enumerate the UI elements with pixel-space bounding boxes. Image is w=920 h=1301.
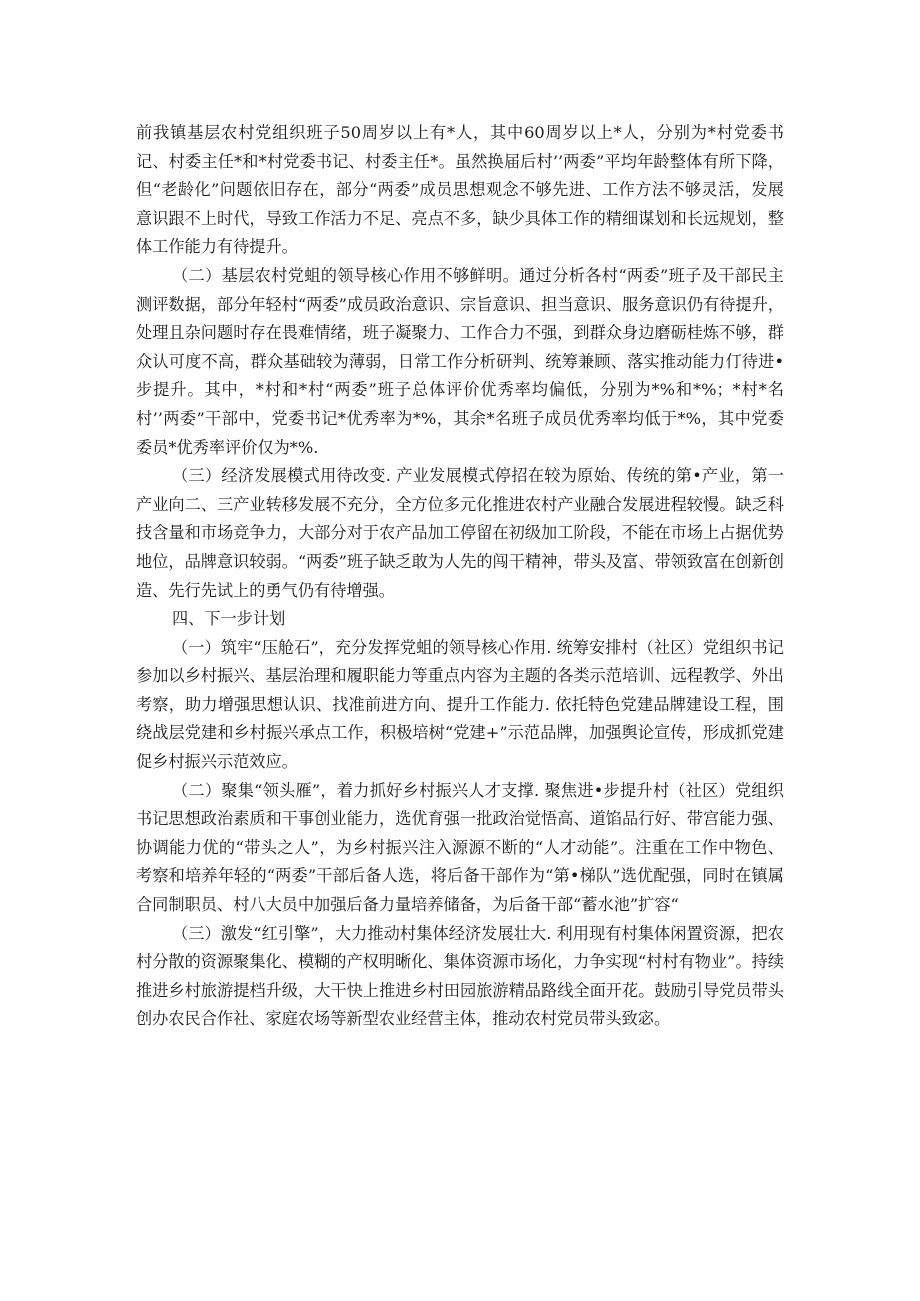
paragraph-problem-3: （三）经济发展模式用待改变. 产业发展模式停招在较为原始、传统的第•产业，第一产业向二、三产业转移发展不充分，全方位多元化推进农村产业融合发展进程较慢。缺乏科技含量和市场竞争力，大部分对于农产品加工停留在初级加工阶段，不能在市场上占据优势地位，品牌意识较弱。“两委”班子缺乏敢为人先的闯干精神，带头及富、带领致富在创新创造、先行先试上的勇气仍有待增强。 bbox=[136, 466, 784, 600]
paragraph-plan-3: （三）激发“红引擎”，大力推动村集体经济发展壮大. 利用现有村集体闲置资源，把农村分散的资源聚集化、模糊的产权明晰化、集体资源市场化，力争实现“村村有物业”。持续推进乡村旅游提档升级，大干快上推进乡村田园旅游精品路线全面开花。鼓励引导党员带头创办农民合作社、家庭农场等新型农业经营主体，推动农村党员带头致宓。 bbox=[136, 923, 784, 1029]
document-body bbox=[136, 119, 784, 1034]
paragraph-problem-2: （二）基层农村党蛆的领导核心作用不够鲜明。通过分析各村“两委”班子及干部民主测评数据，部分年轻村“两委”成员政治意识、宗旨意识、担当意识、服务意识仍有待提升，处理且杂问题时存在畏难情绪，班子凝聚力、工作合力不强，到群众身边磨砺桂炼不够，群众认可度不高，群众基础较为薄弱，日常工作分析研判、统筹兼顾、落实推动能力仃待进•步提升。其中，*村和*村“两委”班子总体评价优秀率均偏低，分别为*%和*%；*村*名村’’两委”干部中，党委书记*优秀率为*%，其余*名班子成员优秀率均低于*%，其中党委委员*优秀率评价仅为*%. bbox=[136, 265, 784, 457]
paragraph-intro-continuation: 前我镇基层农村党组织班子50周岁以上有*人，其中60周岁以上*人，分别为*村党委书记、村委主任*和*村党委书记、村委主任*。虽然换届后村’’两委”平均年龄整体有所下降，但“老龄化”问题依旧存在，部分“两委”成员思想观念不够先进、工作方法不够灵活，发展意识跟不上时代，导致工作活力不足、亮点不多，缺少具体工作的精细谋划和长远规划，整体工作能力有待提升。 bbox=[136, 123, 784, 257]
paragraph-plan-1: （一）筑牢“压舱石”，充分发挥党蛆的领导核心作用. 统筹安排村（社区）党组织书记参加以乡村振兴、基层治理和履职能力等重点内容为主题的各类示范培训、远程教学、外出考察，助力增强思想认识、找准前进方向、提升工作能力. 依托特色党建品牌建设工程，围绕战层党建和乡村振兴承点工作，积极培树“党建+”示范品牌，加强舆论宣传，形成抓党建促乡村振兴示范效应。 bbox=[136, 637, 784, 772]
section-heading-next-steps: 四、下一步计划 bbox=[172, 609, 286, 629]
paragraph-plan-2: （二）聚集“领头雁”，着力抓好乡村振兴人才支撑. 聚焦进•步提升村（社区）党组织书记思想政治素质和干事创业能力，选优育强一批政治觉悟高、道馅品行好、带宫能力强、协调能力优的“带头之人”，为乡村振兴注入源源不断的“人才动能”。注重在工作中物色、考察和培养年轻的“两委”干部后备人选，将后备干部作为“第•梯队”选优配强，同时在镇属合同制职员、村八大员中加强后备力量培养储备，为后备干部“蓄水池”扩容“ bbox=[136, 780, 784, 915]
